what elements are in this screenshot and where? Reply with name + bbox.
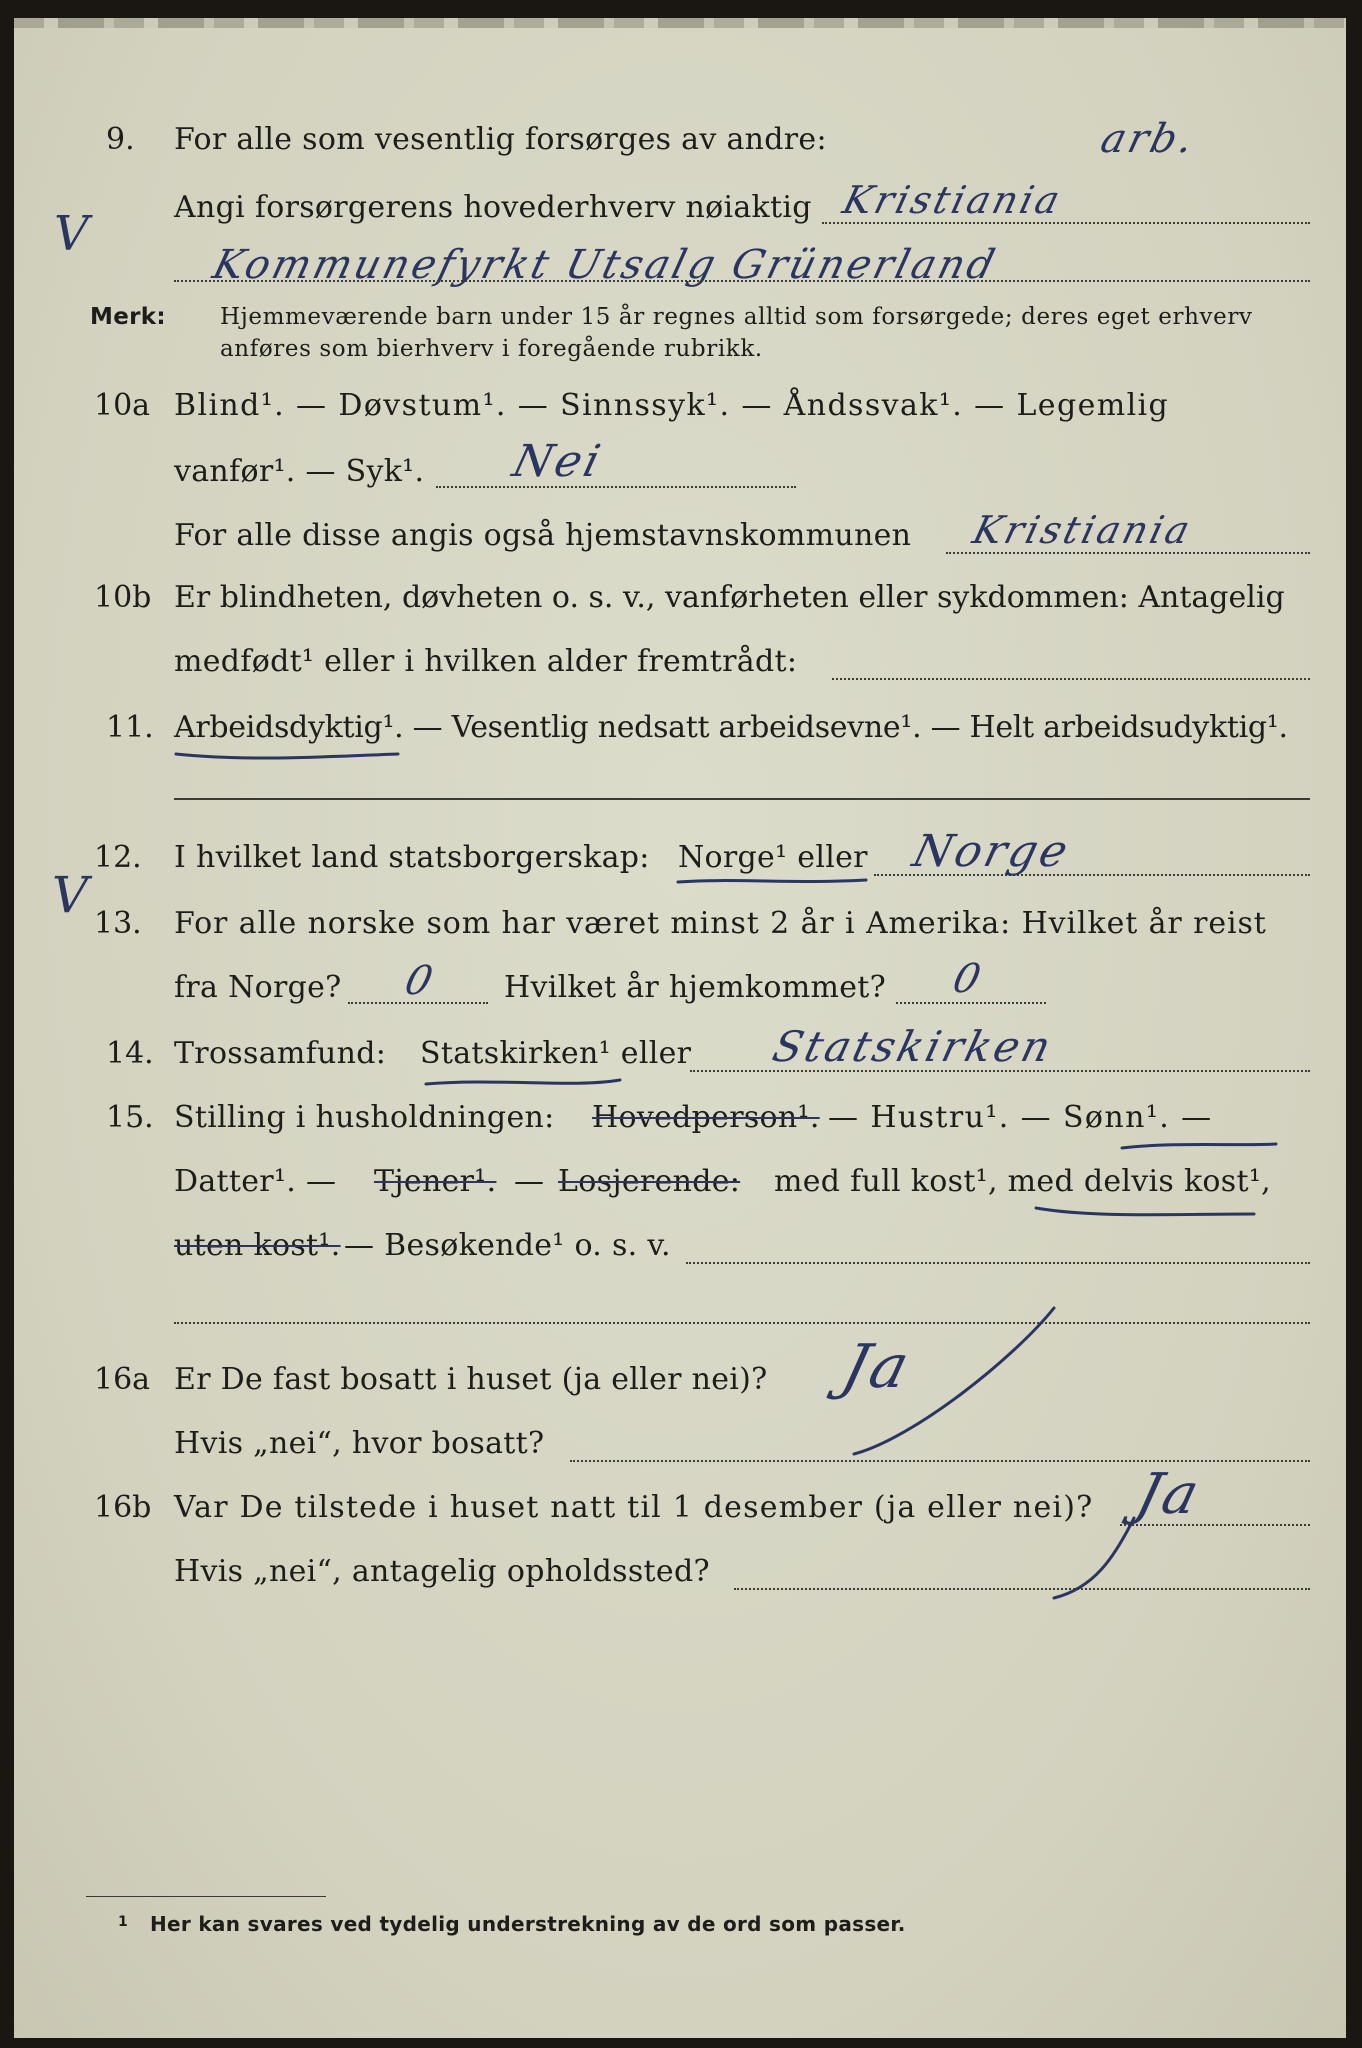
q16b-handwritten-ja: Ja [1129,1462,1208,1527]
flourish-16a [854,1308,1054,1454]
q11-number: 11. [106,710,154,745]
q9-handwritten-arb: arb. [1096,116,1202,162]
census-form-page [14,18,1346,2038]
q15-number: 15. [106,1100,154,1135]
q12-question: I hvilket land statsborgerskap: [174,840,650,875]
q9-handwritten-provider-2: Kommunefyrkt Utsalg Grünerland [208,242,1002,288]
q15-uten-kost: uten kost¹. [174,1228,341,1263]
q14-handwritten-church: Statskirken [767,1022,1059,1071]
q16a-number: 16a [94,1362,151,1397]
mark-delvis [1036,1208,1254,1215]
q10a-number: 10a [94,388,151,423]
q13-handwritten-left: 0 [400,958,441,1004]
q14-label: Trossamfund: [174,1036,387,1071]
q13-number: 13. [94,906,142,941]
q10a-handwritten-municipality: Kristiania [968,508,1198,552]
q16a-handwritten-ja: Ja [835,1332,919,1402]
q12-checkmark: V [52,866,89,924]
q16a-question: Er De fast bosatt i huset (ja eller nei)? [174,1362,768,1397]
pen-marks [14,18,1346,2038]
underline-arbeidsdyktig [176,754,398,758]
merk-note-line1: Hjemmeværende barn under 15 år regnes alltid som forsørgede; deres eget erhverv [220,304,1253,330]
q15-besokende: — Besøkende¹ o. s. v. [344,1228,671,1263]
underline-norge [678,880,866,882]
q15-datter: Datter¹. — [174,1164,337,1199]
q12-number: 12. [94,840,142,875]
q13-handwritten-returned: 0 [948,956,989,1002]
q15-household-label: Stilling i husholdningen: [174,1100,555,1135]
q16b-location-label: Hvis „nei“, antagelig opholdssted? [174,1554,710,1589]
q9-question: For alle som vesentlig forsørges av andre: [174,122,827,157]
merk-label: Merk: [90,304,166,330]
q16a-where-label: Hvis „nei“, hvor bosatt? [174,1426,545,1461]
q11-work-capacity: Arbeidsdyktig¹. — Vesentlig nedsatt arbeidsevne¹. — Helt arbeidsudyktig¹. [174,710,1288,745]
q10a-conditions: Blind¹. — Døvstum¹. — Sinnssyk¹. — Åndssvak¹. — Legemlig [174,388,1170,423]
q10b-question-2: medfødt¹ eller i hvilken alder fremtrådt: [174,644,798,679]
q10a-conditions-2: vanfør¹. — Syk¹. [174,454,425,489]
flourish-16b [1054,1518,1134,1598]
footnote-mark: 1 [118,1914,129,1930]
q14-number: 14. [106,1036,154,1071]
q9-handwritten-provider: Kristiania [838,178,1068,222]
q15-kost-options: med full kost¹, med delvis kost¹, [774,1164,1272,1199]
q10b-number: 10b [94,580,152,615]
q15-family-options: — Hustru¹. — Sønn¹. — [828,1100,1213,1135]
q13-returned: Hvilket år hjemkommet? [504,970,887,1005]
q16b-question: Var De tilstede i huset natt til 1 desember (ja eller nei)? [174,1490,1094,1525]
q15-losjerende: Losjerende: [558,1164,741,1199]
q15-tjener: Tjener¹. [374,1164,497,1199]
q10a-municipality-label: For alle disse angis også hjemstavnskommunen [174,518,912,553]
q9-provider-label: Angi forsørgerens hovederhverv nøiaktig [174,190,812,225]
q14-option: Statskirken¹ eller [420,1036,692,1071]
q10a-handwritten-nei: Nei [507,436,608,487]
q13-question: For alle norske som har været minst 2 år i Amerika: Hvilket år reist [174,906,1267,941]
q12-norge-option: Norge¹ eller [678,840,868,875]
q12-handwritten-country: Norge [907,826,1076,877]
footnote-text: Her kan svares ved tydelig understrekning av de ord som passer. [150,1912,906,1936]
q16b-number: 16b [94,1490,152,1525]
q15-hovedperson: Hovedperson¹. [592,1100,820,1135]
underline-statskirken [426,1080,620,1084]
q15-dash: — [514,1164,545,1199]
q13-left-norway: fra Norge? [174,970,342,1005]
q9-checkmark: V [54,206,89,262]
q10b-question: Er blindheten, døvheten o. s. v., vanførheten eller sykdommen: Antagelig [174,580,1285,615]
merk-note-line2: anføres som bierhverv i foregående rubrikk. [220,336,763,362]
underline-sonn [1122,1144,1276,1148]
q9-number: 9. [106,122,135,157]
